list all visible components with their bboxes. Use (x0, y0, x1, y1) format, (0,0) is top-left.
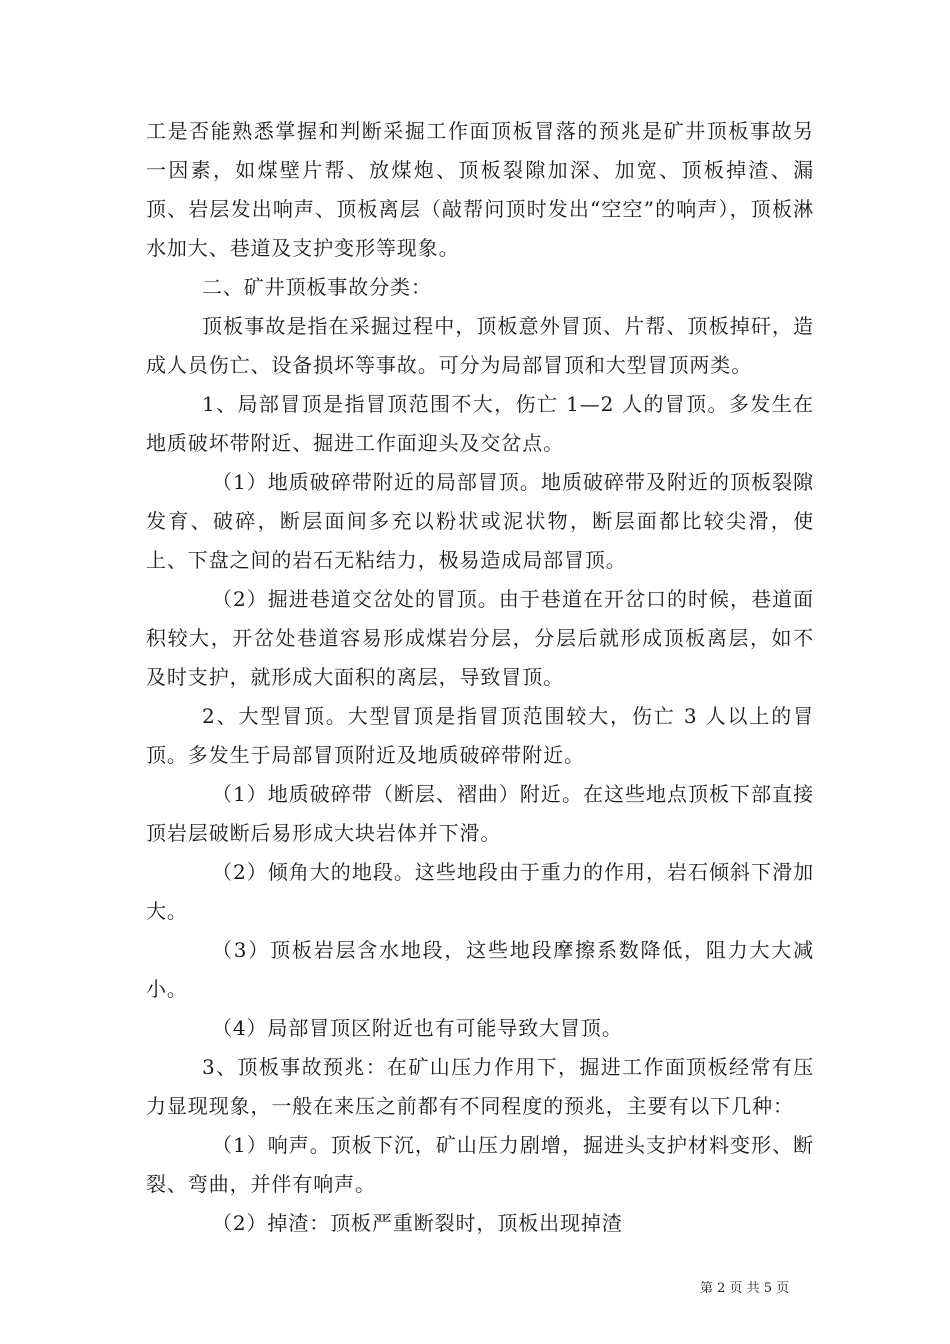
paragraph-warning-signs: 3、顶板事故预兆：在矿山压力作用下，掘进工作面顶板经常有压力显现现象，一般在来压之前都有不同程度的预兆，主要有以下几种： (146, 1055, 814, 1118)
paragraph-continuation: 工是否能熟悉掌握和判断采掘工作面顶板冒落的预兆是矿井顶板事故另一因素，如煤壁片帮、放煤炮、顶板裂隙加深、加宽、顶板掉渣、漏顶、岩层发出响声、顶板离层（敲帮问顶时发出“空空”的响声），顶板淋水加大、巷道及支护变形等现象。 (146, 119, 814, 260)
section-heading-classification: 二、矿井顶板事故分类： (202, 275, 432, 299)
paragraph-local-item-1: （1）地质破碎带附近的局部冒顶。地质破碎带及附近的顶板裂隙发育、破碎，断层面间多充以粉状或泥状物，断层面都比较尖滑，使上、下盘之间的岩石无粘结力，极易造成局部冒顶。 (146, 470, 814, 572)
paragraph-large-item-3: （3）顶板岩层含水地段，这些地段摩擦系数降低，阻力大大减小。 (146, 938, 814, 1001)
page-number: 第 2 页 共 5 页 (700, 1281, 790, 1296)
document-body (146, 112, 814, 1243)
paragraph-local-roof-fall: 1、局部冒顶是指冒顶范围不大，伤亡 1—2 人的冒顶。多发生在地质破坏带附近、掘进工作面迎头及交岔点。 (146, 392, 814, 455)
paragraph-large-item-4: （4）局部冒顶区附近也有可能导致大冒顶。 (212, 1016, 623, 1040)
paragraph-large-item-2: （2）倾角大的地段。这些地段由于重力的作用，岩石倾斜下滑加大。 (146, 860, 814, 923)
paragraph-sign-item-1: （1）响声。顶板下沉，矿山压力剧增，掘进头支护材料变形、断裂、弯曲，并伴有响声。 (146, 1133, 814, 1196)
paragraph-sign-item-2: （2）掉渣：顶板严重断裂时，顶板出现掉渣 (212, 1211, 623, 1235)
paragraph-local-item-2: （2）掘进巷道交岔处的冒顶。由于巷道在开岔口的时候，巷道面积较大，开岔处巷道容易形成煤岩分层，分层后就形成顶板离层，如不及时支护，就形成大面积的离层，导致冒顶。 (146, 587, 814, 689)
paragraph-large-roof-fall: 2、大型冒顶。大型冒顶是指冒顶范围较大，伤亡 3 人以上的冒顶。多发生于局部冒顶附近及地质破碎带附近。 (146, 704, 814, 767)
paragraph-large-item-1: （1）地质破碎带（断层、褶曲）附近。在这些地点顶板下部直接顶岩层破断后易形成大块岩体并下滑。 (146, 782, 814, 845)
paragraph-definition: 顶板事故是指在采掘过程中，顶板意外冒顶、片帮、顶板掉矸，造成人员伤亡、设备损坏等事故。可分为局部冒顶和大型冒顶两类。 (146, 314, 814, 377)
